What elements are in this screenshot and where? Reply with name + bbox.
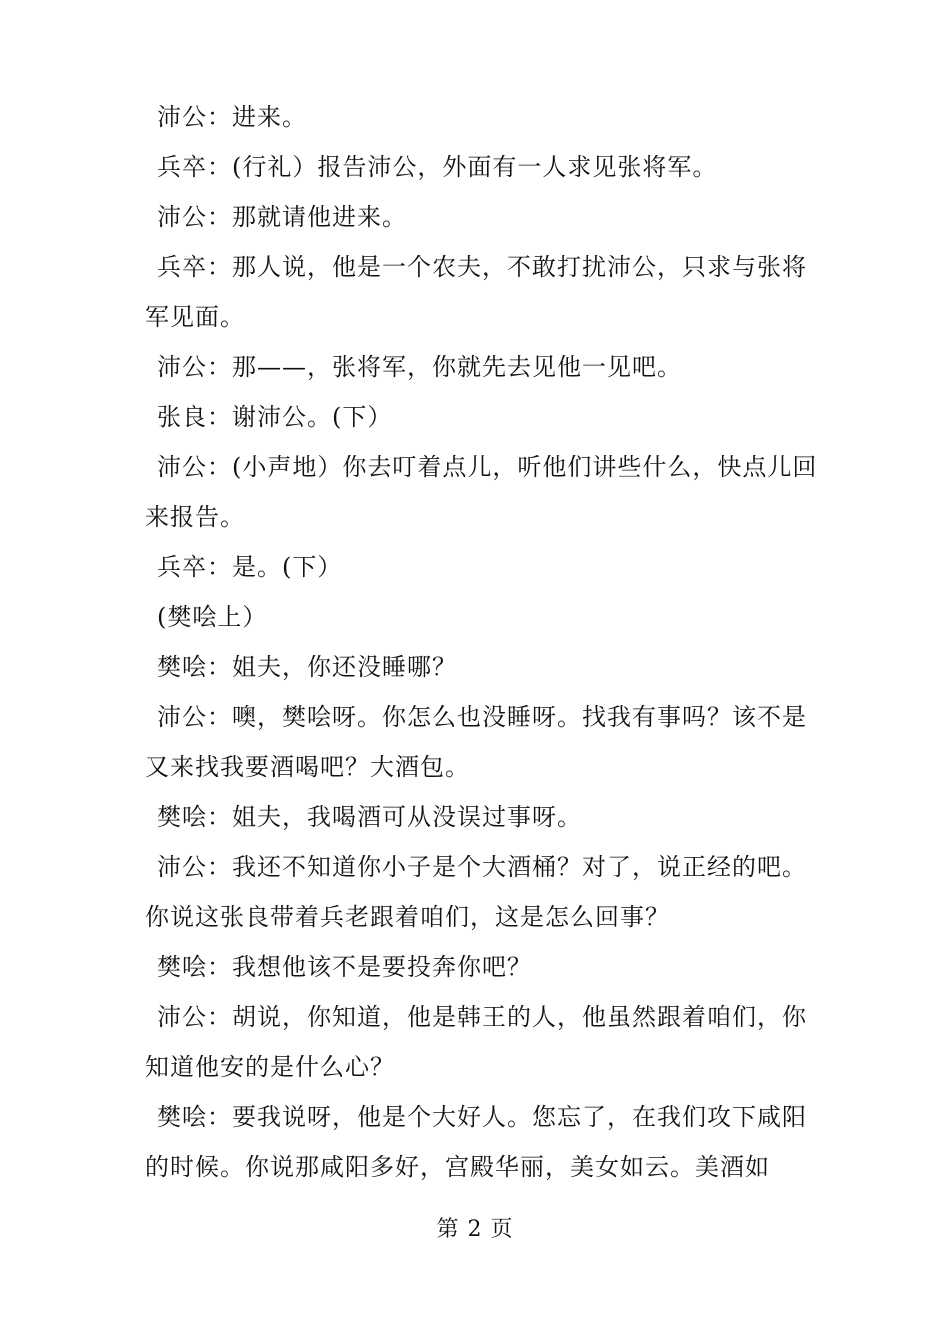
script-body — [145, 92, 825, 1192]
dialogue-line: 樊哙：我想他该不是要投奔你吧？ — [157, 953, 532, 981]
dialogue-line: 樊哙：要我说呀，他是个大好人。您忘了，在我们攻下咸阳的时候。你说那咸阳多好，宫殿华丽，美女如云。美酒如 — [145, 1103, 807, 1181]
dialogue-line: 沛公：进来。 — [157, 103, 307, 131]
dialogue-line: 沛公：(小声地）你去叮着点儿，听他们讲些什么，快点儿回来报告。 — [145, 453, 818, 531]
dialogue-line: 沛公：那就请他进来。 — [157, 203, 407, 231]
dialogue-line: 兵卒：(行礼）报告沛公，外面有一人求见张将军。 — [157, 153, 718, 181]
dialogue-line: 樊哙：姐夫，我喝酒可从没误过事呀。 — [157, 803, 582, 831]
dialogue-line: 兵卒：是。(下） — [157, 553, 343, 581]
dialogue-line: 兵卒：那人说，他是一个农夫，不敢打扰沛公，只求与张将军见面。 — [145, 253, 807, 331]
dialogue-line: 樊哙：姐夫，你还没睡哪？ — [157, 653, 457, 681]
dialogue-line: 沛公：噢，樊哙呀。你怎么也没睡呀。找我有事吗？该不是又来找我要酒喝吧？大酒包。 — [145, 703, 807, 781]
page-number: 第 2 页 — [436, 1217, 514, 1242]
dialogue-line: 张良：谢沛公。(下） — [157, 403, 393, 431]
dialogue-line: 沛公：那——，张将军，你就先去见他一见吧。 — [157, 353, 682, 381]
dialogue-line: 沛公：胡说，你知道，他是韩王的人，他虽然跟着咱们，你知道他安的是什么心？ — [145, 1003, 807, 1081]
stage-direction: (樊哙上） — [157, 603, 268, 631]
dialogue-line: 沛公：我还不知道你小子是个大酒桶？对了，说正经的吧。你说这张良带着兵老跟着咱们，这是怎么回事？ — [145, 853, 807, 931]
